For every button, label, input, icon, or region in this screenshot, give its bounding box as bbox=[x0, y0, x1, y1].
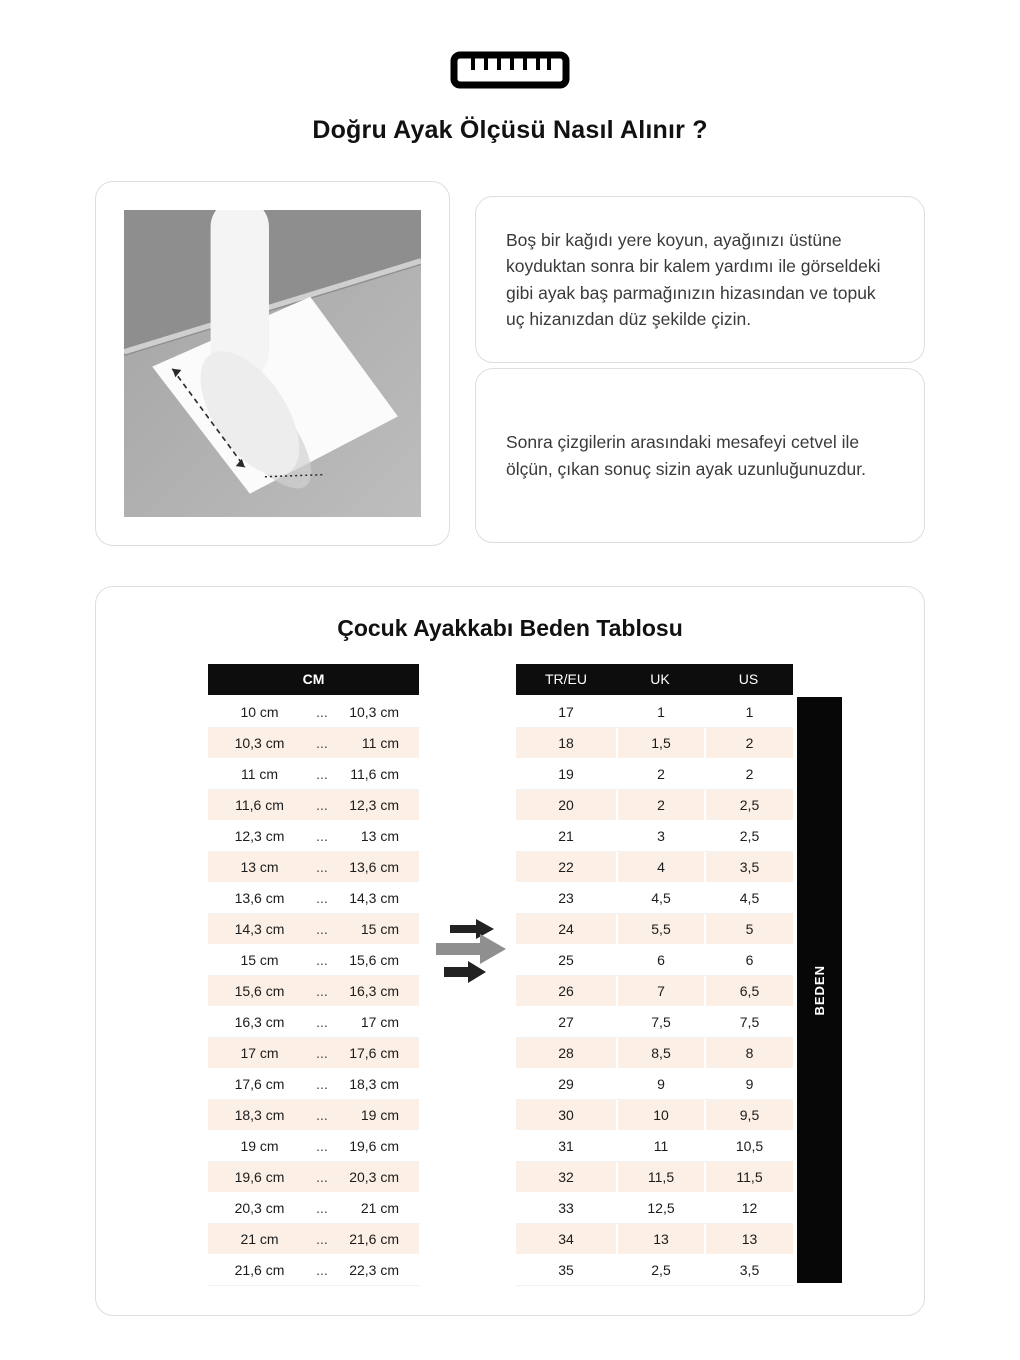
size-table-card bbox=[95, 586, 925, 1316]
size-table bbox=[516, 664, 793, 1286]
cm-from-value: 12,3 cm bbox=[234, 828, 285, 844]
tr-eu-size: 21 bbox=[558, 828, 574, 844]
range-dots: ... bbox=[316, 983, 328, 999]
cm-from-value: 14,3 cm bbox=[234, 921, 285, 937]
cm-from-value: 15 cm bbox=[240, 952, 279, 968]
range-dots: ... bbox=[316, 704, 328, 720]
uk-size: 1 bbox=[616, 697, 704, 727]
uk-size: 7,5 bbox=[616, 1007, 704, 1037]
cm-to-value: 19,6 cm bbox=[349, 1138, 399, 1154]
size-table-body bbox=[516, 697, 793, 1286]
cm-table-row bbox=[208, 1255, 419, 1286]
cm-to-value: 11,6 cm bbox=[350, 766, 399, 782]
uk-size: 11 bbox=[616, 1131, 704, 1161]
tr-eu-size: 29 bbox=[558, 1076, 574, 1092]
beden-axis-label bbox=[797, 697, 842, 1283]
us-size: 12 bbox=[704, 1193, 793, 1223]
size-table-row bbox=[516, 1038, 793, 1069]
cm-from-value: 17 cm bbox=[240, 1045, 279, 1061]
size-table-row bbox=[516, 790, 793, 821]
size-table-row bbox=[516, 883, 793, 914]
instruction-card-2 bbox=[475, 368, 925, 543]
cm-table-row bbox=[208, 697, 419, 728]
tr-eu-size: 24 bbox=[558, 921, 574, 937]
cm-from-value: 11 cm bbox=[240, 766, 279, 782]
tr-eu-size: 34 bbox=[558, 1231, 574, 1247]
size-table-row bbox=[516, 914, 793, 945]
uk-size: 9 bbox=[616, 1069, 704, 1099]
us-size: 2,5 bbox=[704, 821, 793, 851]
cm-table-row bbox=[208, 790, 419, 821]
size-table-row bbox=[516, 1162, 793, 1193]
cm-table-header: CM bbox=[208, 664, 419, 695]
cm-table-row bbox=[208, 1007, 419, 1038]
size-table-row bbox=[516, 852, 793, 883]
cm-from-value: 19,6 cm bbox=[234, 1169, 285, 1185]
range-dots: ... bbox=[316, 1045, 328, 1061]
size-table-row bbox=[516, 1193, 793, 1224]
tr-eu-size: 32 bbox=[558, 1169, 574, 1185]
range-dots: ... bbox=[316, 766, 328, 782]
cm-to-value: 12,3 cm bbox=[349, 797, 399, 813]
us-size: 2 bbox=[704, 759, 793, 789]
cm-to-value: 11 cm bbox=[361, 735, 399, 751]
cm-table-row bbox=[208, 976, 419, 1007]
cm-to-value: 20,3 cm bbox=[349, 1169, 399, 1185]
size-col-header-tr-eu: TR/EU bbox=[545, 671, 587, 687]
range-dots: ... bbox=[316, 1169, 328, 1185]
cm-table-row bbox=[208, 1162, 419, 1193]
us-size: 11,5 bbox=[704, 1162, 793, 1192]
uk-size: 2 bbox=[616, 759, 704, 789]
cm-to-value: 13 cm bbox=[360, 828, 399, 844]
cm-from-value: 10 cm bbox=[240, 704, 279, 720]
tr-eu-size: 23 bbox=[558, 890, 574, 906]
cm-from-value: 16,3 cm bbox=[234, 1014, 285, 1030]
range-dots: ... bbox=[316, 1014, 328, 1030]
size-col-header-us: US bbox=[738, 671, 759, 687]
page-header bbox=[0, 0, 1020, 145]
cm-from-value: 15,6 cm bbox=[234, 983, 285, 999]
range-dots: ... bbox=[316, 952, 328, 968]
uk-size: 8,5 bbox=[616, 1038, 704, 1068]
uk-size: 4,5 bbox=[616, 883, 704, 913]
us-size: 10,5 bbox=[704, 1131, 793, 1161]
range-dots: ... bbox=[316, 735, 328, 751]
tr-eu-size: 19 bbox=[558, 766, 574, 782]
us-size: 6,5 bbox=[704, 976, 793, 1006]
range-dots: ... bbox=[316, 1076, 328, 1092]
uk-size: 10 bbox=[616, 1100, 704, 1130]
cm-to-value: 10,3 cm bbox=[349, 704, 399, 720]
instructions-section bbox=[95, 181, 925, 546]
cm-from-value: 20,3 cm bbox=[234, 1200, 285, 1216]
size-table-row bbox=[516, 976, 793, 1007]
cm-table-row bbox=[208, 945, 419, 976]
cm-to-value: 19 cm bbox=[360, 1107, 399, 1123]
uk-size: 2,5 bbox=[616, 1255, 704, 1285]
us-size: 7,5 bbox=[704, 1007, 793, 1037]
cm-from-value: 21 cm bbox=[240, 1231, 279, 1247]
us-size: 8 bbox=[704, 1038, 793, 1068]
size-col-header-uk: UK bbox=[650, 671, 670, 687]
page-title: Doğru Ayak Ölçüsü Nasıl Alınır ? bbox=[312, 116, 708, 144]
uk-size: 11,5 bbox=[616, 1162, 704, 1192]
range-dots: ... bbox=[316, 921, 328, 937]
tr-eu-size: 25 bbox=[558, 952, 574, 968]
cm-table-row bbox=[208, 1131, 419, 1162]
cm-to-value: 21 cm bbox=[360, 1200, 399, 1216]
uk-size: 1,5 bbox=[616, 728, 704, 758]
cm-table bbox=[208, 664, 419, 1286]
cm-to-value: 17 cm bbox=[360, 1014, 399, 1030]
ruler-icon bbox=[449, 50, 571, 90]
us-size: 2 bbox=[704, 728, 793, 758]
uk-size: 7 bbox=[616, 976, 704, 1006]
beden-label-text: BEDEN bbox=[812, 964, 827, 1016]
tr-eu-size: 22 bbox=[558, 859, 574, 875]
cm-table-row bbox=[208, 1069, 419, 1100]
cm-table-row bbox=[208, 914, 419, 945]
range-dots: ... bbox=[316, 1107, 328, 1123]
range-dots: ... bbox=[316, 890, 328, 906]
cm-to-value: 14,3 cm bbox=[349, 890, 399, 906]
size-table-title: Çocuk Ayakkabı Beden Tablosu bbox=[337, 615, 683, 641]
size-table-row bbox=[516, 759, 793, 790]
size-table-row bbox=[516, 945, 793, 976]
uk-size: 2 bbox=[616, 790, 704, 820]
cm-table-row bbox=[208, 728, 419, 759]
range-dots: ... bbox=[316, 1262, 328, 1278]
us-size: 9 bbox=[704, 1069, 793, 1099]
uk-size: 4 bbox=[616, 852, 704, 882]
cm-from-value: 13,6 cm bbox=[234, 890, 285, 906]
cm-to-value: 22,3 cm bbox=[349, 1262, 399, 1278]
cm-from-value: 10,3 cm bbox=[234, 735, 285, 751]
cm-from-value: 11,6 cm bbox=[235, 797, 284, 813]
size-table-row bbox=[516, 821, 793, 852]
cm-table-row bbox=[208, 1038, 419, 1069]
us-size: 4,5 bbox=[704, 883, 793, 913]
us-size: 2,5 bbox=[704, 790, 793, 820]
instruction-card-1 bbox=[475, 196, 925, 363]
instruction-cards bbox=[475, 196, 925, 546]
instruction-text-1: Boş bir kağıdı yere koyun, ayağınızı üstüne koyduktan sonra bir kalem yardımı ile görseldeki gibi ayak baş parmağınızın hizasından ve topuk uç hizanızdan düz şekilde çizin. bbox=[506, 230, 881, 329]
cm-to-value: 18,3 cm bbox=[349, 1076, 399, 1092]
instruction-text-2: Sonra çizgilerin arasındaki mesafeyi cetvel ile ölçün, çıkan sonuç sizin ayak uzunluğunuzdur. bbox=[506, 432, 866, 479]
size-table-row bbox=[516, 1100, 793, 1131]
cm-from-value: 19 cm bbox=[240, 1138, 279, 1154]
us-size: 3,5 bbox=[704, 852, 793, 882]
size-table-row bbox=[516, 1007, 793, 1038]
cm-to-value: 15 cm bbox=[360, 921, 399, 937]
foot-measurement-photo bbox=[124, 210, 421, 517]
size-table-header bbox=[516, 664, 793, 695]
range-dots: ... bbox=[316, 859, 328, 875]
cm-table-row bbox=[208, 821, 419, 852]
us-size: 9,5 bbox=[704, 1100, 793, 1130]
uk-size: 3 bbox=[616, 821, 704, 851]
cm-to-value: 13,6 cm bbox=[349, 859, 399, 875]
size-table-row bbox=[516, 1069, 793, 1100]
range-dots: ... bbox=[316, 797, 328, 813]
tr-eu-size: 31 bbox=[558, 1138, 574, 1154]
uk-size: 13 bbox=[616, 1224, 704, 1254]
size-table-row bbox=[516, 1224, 793, 1255]
uk-size: 5,5 bbox=[616, 914, 704, 944]
cm-from-value: 13 cm bbox=[240, 859, 279, 875]
cm-from-value: 17,6 cm bbox=[234, 1076, 285, 1092]
range-dots: ... bbox=[316, 828, 328, 844]
tr-eu-size: 28 bbox=[558, 1045, 574, 1061]
foot-photo-card bbox=[95, 181, 450, 546]
cm-from-value: 21,6 cm bbox=[234, 1262, 285, 1278]
range-dots: ... bbox=[316, 1200, 328, 1216]
size-table-row bbox=[516, 697, 793, 728]
cm-to-value: 15,6 cm bbox=[349, 952, 399, 968]
size-table-row bbox=[516, 1131, 793, 1162]
tr-eu-size: 27 bbox=[558, 1014, 574, 1030]
range-dots: ... bbox=[316, 1138, 328, 1154]
us-size: 1 bbox=[704, 697, 793, 727]
cm-from-value: 18,3 cm bbox=[234, 1107, 285, 1123]
tr-eu-size: 33 bbox=[558, 1200, 574, 1216]
cm-table-row bbox=[208, 852, 419, 883]
tr-eu-size: 17 bbox=[558, 704, 574, 720]
cm-to-value: 21,6 cm bbox=[349, 1231, 399, 1247]
tr-eu-size: 20 bbox=[558, 797, 574, 813]
tr-eu-size: 30 bbox=[558, 1107, 574, 1123]
cm-table-body bbox=[208, 697, 419, 1286]
size-table-row bbox=[516, 728, 793, 759]
size-table-row bbox=[516, 1255, 793, 1286]
uk-size: 12,5 bbox=[616, 1193, 704, 1223]
cm-table-row bbox=[208, 1224, 419, 1255]
cm-table-row bbox=[208, 759, 419, 790]
cm-table-row bbox=[208, 1100, 419, 1131]
range-dots: ... bbox=[316, 1231, 328, 1247]
us-size: 13 bbox=[704, 1224, 793, 1254]
cm-table-row bbox=[208, 1193, 419, 1224]
tr-eu-size: 18 bbox=[558, 735, 574, 751]
us-size: 5 bbox=[704, 914, 793, 944]
us-size: 3,5 bbox=[704, 1255, 793, 1285]
uk-size: 6 bbox=[616, 945, 704, 975]
tr-eu-size: 35 bbox=[558, 1262, 574, 1278]
cm-to-value: 16,3 cm bbox=[349, 983, 399, 999]
us-size: 6 bbox=[704, 945, 793, 975]
convert-arrows-icon bbox=[436, 917, 508, 988]
cm-table-row bbox=[208, 883, 419, 914]
tr-eu-size: 26 bbox=[558, 983, 574, 999]
cm-to-value: 17,6 cm bbox=[349, 1045, 399, 1061]
